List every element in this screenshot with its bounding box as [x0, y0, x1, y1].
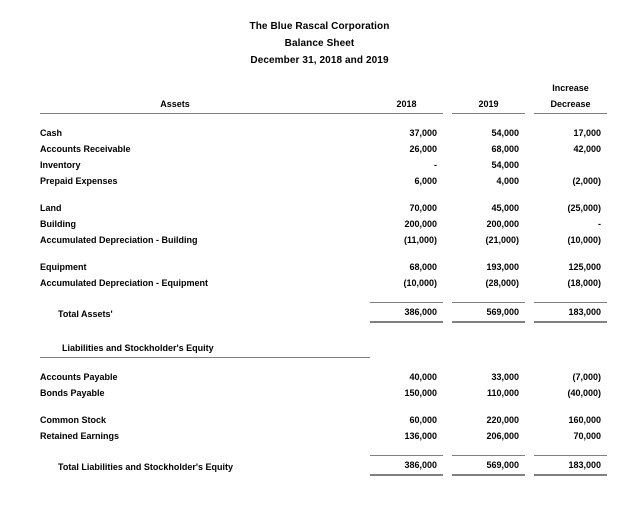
total-liabilities-equity-2019: 569,000 — [452, 456, 525, 476]
row-value-2018: - — [434, 160, 437, 170]
row-value-change: 42,000 — [573, 144, 601, 154]
table-row — [40, 369, 607, 385]
section-header-assets-label: Assets — [160, 99, 190, 109]
spacer-row — [40, 322, 607, 334]
row-label: Equipment — [40, 262, 87, 272]
row-value-2018: (11,000) — [403, 235, 437, 245]
row-label: Bonds Payable — [40, 388, 105, 398]
row-label: Land — [40, 203, 62, 213]
total-assets-2018: 386,000 — [370, 303, 443, 323]
row-value-2019: (28,000) — [485, 278, 519, 288]
table-row — [40, 385, 607, 401]
row-value-2018: 70,000 — [409, 203, 437, 213]
row-label: Accounts Payable — [40, 372, 118, 382]
column-header-increase: Increase — [552, 83, 589, 93]
header-gap-2 — [525, 81, 534, 96]
column-header-2019: 2019 — [452, 96, 525, 114]
header-spacer-2019 — [452, 81, 525, 96]
table-row — [40, 412, 607, 428]
row-value-2018: (10,000) — [403, 278, 437, 288]
row-label: Retained Earnings — [40, 431, 120, 441]
row-label: Inventory — [40, 160, 81, 170]
row-value-2018: 68,000 — [409, 262, 437, 272]
row-value-change — [534, 157, 607, 173]
total-assets-2019: 569,000 — [452, 303, 525, 323]
row-value-2019: 68,000 — [491, 144, 519, 154]
row-value-change: 160,000 — [568, 415, 601, 425]
table-row — [40, 200, 607, 216]
header-spacer-label — [40, 81, 370, 96]
total-liabilities-equity-label: Total Liabilities and Stockholder's Equity — [58, 462, 233, 472]
row-value-change: (40,000) — [567, 388, 601, 398]
row-value-2019: 54,000 — [491, 128, 519, 138]
row-value-2018: 40,000 — [409, 372, 437, 382]
section-header-liabilities-label: Liabilities and Stockholder's Equity — [62, 343, 214, 353]
row-value-change: 125,000 — [568, 262, 601, 272]
total-liabilities-equity-change: 183,000 — [534, 456, 607, 476]
document-title-block — [40, 18, 599, 69]
total-assets-change: 183,000 — [534, 303, 607, 323]
spacer-row — [40, 114, 607, 126]
row-value-change: (25,000) — [567, 203, 601, 213]
header-row-increase — [40, 81, 607, 96]
row-value-change: - — [598, 219, 601, 229]
spacer-row — [40, 444, 607, 456]
table-row — [40, 275, 607, 291]
company-name: The Blue Rascal Corporation — [249, 21, 390, 32]
total-liabilities-equity-2018: 386,000 — [370, 456, 443, 476]
statement-period: December 31, 2018 and 2019 — [250, 55, 389, 66]
row-value-change: 17,000 — [573, 128, 601, 138]
header-gap-3 — [443, 96, 452, 114]
spacer-row — [40, 401, 607, 412]
total-assets-label: Total Assets' — [58, 309, 113, 319]
table-row — [40, 428, 607, 444]
section-header-assets — [40, 96, 370, 114]
spacer-row — [40, 358, 607, 370]
row-value-2018: 6,000 — [414, 176, 437, 186]
total-row-liabilities-equity — [40, 456, 607, 476]
row-label: Building — [40, 219, 76, 229]
row-value-2019: 110,000 — [486, 388, 519, 398]
spacer-row — [40, 248, 607, 259]
spacer-row — [40, 189, 607, 200]
table-row — [40, 259, 607, 275]
row-value-2018: 60,000 — [409, 415, 437, 425]
row-value-change: (10,000) — [567, 235, 601, 245]
statement-type: Balance Sheet — [284, 38, 355, 49]
row-value-2019: 220,000 — [486, 415, 519, 425]
row-value-2019: 200,000 — [486, 219, 519, 229]
row-value-2018: 26,000 — [409, 144, 437, 154]
row-value-2019: 33,000 — [491, 372, 519, 382]
row-label: Prepaid Expenses — [40, 176, 118, 186]
table-row — [40, 157, 607, 173]
row-label: Accumulated Depreciation - Building — [40, 235, 198, 245]
row-value-2019: 4,000 — [496, 176, 519, 186]
row-value-2018: 136,000 — [404, 431, 437, 441]
table-row — [40, 216, 607, 232]
column-header-2018: 2018 — [370, 96, 443, 114]
row-value-change: (2,000) — [572, 176, 601, 186]
row-value-2018: 150,000 — [404, 388, 437, 398]
table-row — [40, 232, 607, 248]
row-value-2019: (21,000) — [485, 235, 519, 245]
total-row-assets — [40, 303, 607, 323]
row-value-change: (7,000) — [572, 372, 601, 382]
table-row — [40, 141, 607, 157]
row-label: Accumulated Depreciation - Equipment — [40, 278, 209, 288]
row-value-2019: 206,000 — [486, 431, 519, 441]
spacer-row — [40, 291, 607, 303]
row-value-2018: 37,000 — [409, 128, 437, 138]
section-header-liabilities — [40, 340, 370, 358]
row-value-2019: 54,000 — [491, 160, 519, 170]
row-label: Cash — [40, 128, 63, 138]
row-value-2019: 45,000 — [491, 203, 519, 213]
column-header-decrease: Decrease — [534, 96, 607, 114]
header-row-sections — [40, 96, 607, 114]
header-row-liabilities — [40, 340, 607, 358]
row-label: Common Stock — [40, 415, 107, 425]
header-gap-1 — [443, 81, 452, 96]
header-spacer-2018 — [370, 81, 443, 96]
row-value-2019: 193,000 — [486, 262, 519, 272]
row-value-change: (18,000) — [567, 278, 601, 288]
row-value-2018: 200,000 — [404, 219, 437, 229]
row-label: Accounts Receivable — [40, 144, 131, 154]
table-row — [40, 125, 607, 141]
balance-sheet-table — [40, 81, 607, 476]
header-gap-4 — [525, 96, 534, 114]
row-value-change: 70,000 — [573, 431, 601, 441]
table-row — [40, 173, 607, 189]
